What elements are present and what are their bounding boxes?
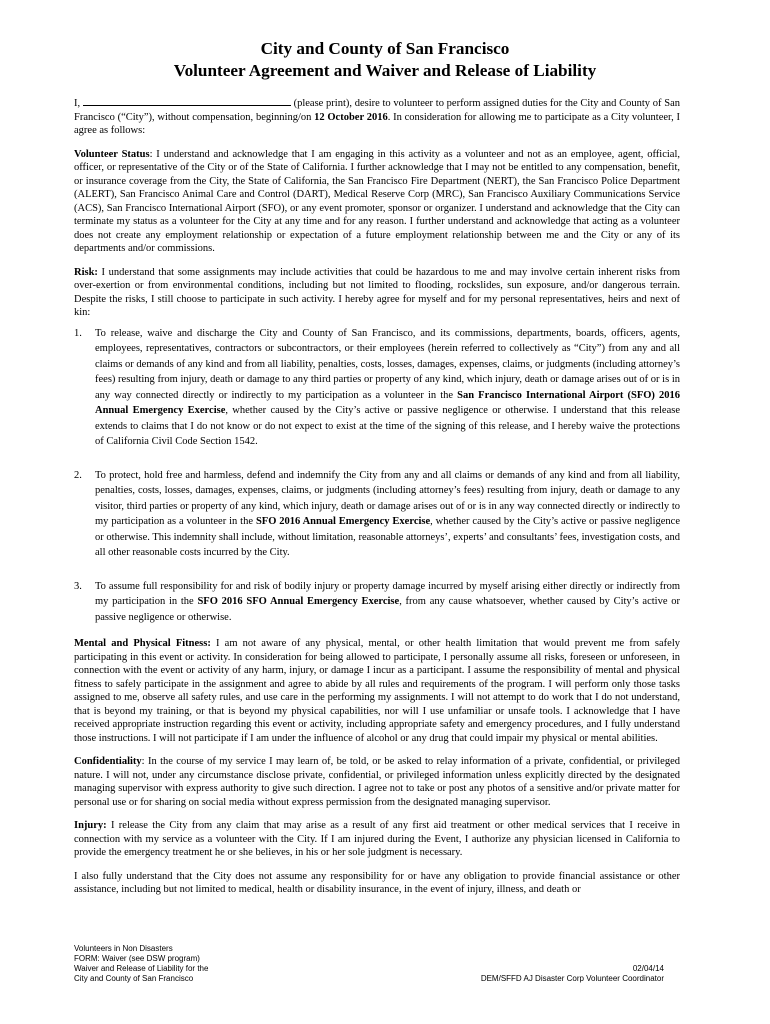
risk-heading: Risk: — [74, 266, 98, 278]
list-item-number: 3. — [74, 580, 82, 592]
final-paragraph — [74, 870, 680, 897]
fitness-heading: Mental and Physical Fitness: — [74, 638, 211, 649]
list-item — [74, 579, 680, 626]
fitness-section — [74, 637, 680, 745]
release-list — [74, 326, 680, 626]
footer-line: City and County of San Francisco — [74, 974, 194, 983]
footer-line: Waiver and Release of Liability for the — [74, 964, 209, 973]
document-body — [74, 96, 680, 907]
volunteer-status-section — [74, 148, 680, 256]
list-item-text-end: , from any cause whatsoever, whether caused by City’s active or passive negligence or otherwise. — [95, 596, 680, 623]
name-blank-line[interactable] — [83, 96, 291, 106]
footer-line: Volunteers in Non Disasters — [74, 944, 173, 953]
start-date: 12 October 2016 — [314, 111, 388, 123]
list-item-number: 1. — [74, 327, 82, 339]
footer-left — [74, 944, 208, 984]
list-item-text-end: , whether caused by the City’s active or passive negligence or otherwise. I understand that this release extends to claims that I do not know or do not expect to exist at the time of the signing of this release, and I hereby waive the protections of California Civil Code Section 1542. — [95, 405, 680, 447]
footer-right — [481, 964, 664, 984]
fitness-text: I am not aware of any physical, mental, or other health limitation that would prevent me from safely participating in this event or activity. In consideration for being allowed to participate, I personally assume all risks, foreseen or unforeseen, in connection with the event or activity of any harm, injury, or damage I incur as a participant. I assume the responsibility of mental and physical fitness to safely participate in the assignment and agree to abide by all rules and requirements of the program. I will perform only those tasks assigned to me, observe all safety rules, and use care in the performing my assignments. I will not attempt to do work that I do not understand, that is beyond my training, or that is beyond my physical capabilities, nor will I use unfamiliar or unsafe tools. I acknowledge that I have received appropriate instruction regarding this event or activity, including appropriate safety and emergency procedures, and I fully understand those instructions. I will not participate if I am under the influence of alcohol or any drug that could impair my physical or mental abilities. — [74, 638, 680, 744]
intro-part2: . In consideration for allowing me to participate as a City volunteer, I agree as follows: — [74, 111, 681, 136]
list-item-number: 2. — [74, 469, 82, 481]
injury-heading: Injury: — [74, 820, 107, 831]
list-item-text: To assume full responsibility for and risk of bodily injury or property damage incurred by myself arising either directly or indirectly from my participation in the — [95, 580, 680, 607]
list-item-bold: SFO 2016 SFO Annual Emergency Exercise — [197, 596, 400, 607]
final-text: I also fully understand that the City does not assume any responsibility for or have any obligation to provide financial assistance or other assistance, including but not limited to medical, health or disability insurance, in the event of injury, illness, and death or — [74, 870, 680, 895]
list-item — [74, 326, 680, 450]
volunteer-status-text: : I understand and acknowledge that I am engaging in this activity as a volunteer and not as an employee, agent, official, officer, or representative of the City or of the State of California. I further acknowledge that I may not be entitled to any compensation, benefit, or insurance coverage from the City, the State of California, the San Francisco Fire Department (NERT), the San Francisco Police Department (ALERT), San Francisco Animal Care and Control (DART), Medical Reserve Corp (MRC), San Francisco Auxiliary Communications Service (ACS), San Francisco International Airport (SFO), or any event promoter, sponsor or organizer. I understand and acknowledge that the City can terminate my status as a volunteer for the City at any time and for any reason. I further understand and acknowledge that acting as a volunteer does not create any employment relationship or expectation of a future employment relationship between me and the City or any of its departments and/or commissions. — [74, 148, 680, 254]
confidentiality-text: : In the course of my service I may learn of, be told, or be asked to relay information of a private, confidential, or privileged nature. I will not, under any circumstance disclose private, confidential, or privileged information unless explicitly directed by the designated managing supervisor with express authority to give such direction. I agree not to take or post any photos of a sensitive and/or private matter for personal use or for sharing on social media without express permission from the designated managing supervisor. — [74, 756, 680, 808]
title-line-2: Volunteer Agreement and Waiver and Release of Liability — [173, 61, 597, 80]
volunteer-status-heading: Volunteer Status — [74, 148, 150, 160]
footer-coordinator: DEM/SFFD AJ Disaster Corp Volunteer Coordinator — [480, 974, 664, 983]
intro-i: I, — [74, 98, 81, 109]
risk-text: I understand that some assignments may include activities that could be hazardous to me and may involve certain inherent risks from over-exertion or from environmental conditions, including but not limited to flooding, rockslides, sun exposure, and/or dangerous terrain. Despite the risks, I still choose to participate in such activity. I hereby agree for myself and for my personal representatives, heirs and next of kin: — [74, 266, 680, 318]
list-item-bold: San Francisco International Airport (SFO) 2016 Annual Emergency Exercise — [95, 389, 680, 416]
confidentiality-section — [74, 755, 680, 809]
list-item-text: To release, waive and discharge the City and County of San Francisco, and its commissions, departments, boards, officers, agents, employees, representatives, contractors or subcontractors, or their employees (herein referred to collectively as “City”) from any and all claims or demands of any kind and from all liability, penalties, costs, losses, damages, expenses, claims, or judgments (including attorney’s fees) resulting from injury, death or damage to any third parties or property of any kind, which injury, death or damage arises out of or is in any way connected directly or indirectly to my participation as a volunteer in the — [95, 327, 680, 401]
list-item-text-end: , whether caused by the City’s active or passive negligence or otherwise. This indemnity shall include, without limitation, reasonable attorneys’, experts’ and consultants’ fees, investigation costs, and all other reasonable costs incurred by the City. — [95, 516, 680, 558]
list-item-text: To protect, hold free and harmless, defend and indemnify the City from any and all claims or demands of any kind and from all liability, penalties, costs, losses, damages, expenses, claims, or judgments (including attorney’s fees) resulting from injury, death or damage to any visitor, third parties or property of any kind, which injury, death or damage arises out of or is in any way connected directly or indirectly to my participation as a volunteer in the — [95, 469, 680, 527]
intro-paragraph — [74, 96, 680, 138]
footer-line: FORM: Waiver (see DSW program) — [74, 954, 200, 963]
list-item-bold: SFO 2016 Annual Emergency Exercise — [255, 516, 431, 527]
injury-text: I release the City from any claim that may arise as a result of any first aid treatment or other medical services that I receive in connection with my service as a volunteer with the City. If I am injured during the Event, I authorize any physician licensed in California to provide the emergency treatment he or she believes, in his or her sole judgment is necessary. — [74, 820, 680, 858]
footer-date: 02/04/14 — [632, 964, 664, 973]
injury-section — [74, 819, 680, 860]
confidentiality-heading: Confidentiality — [74, 756, 142, 767]
list-item — [74, 468, 680, 561]
risk-section — [74, 266, 680, 320]
title-line-1: City and County of San Francisco — [260, 39, 510, 58]
intro-part1: (please print), desire to volunteer to perform assigned duties for the City and County of San Francisco (“City”), without compensation, beginning/on — [74, 98, 680, 123]
